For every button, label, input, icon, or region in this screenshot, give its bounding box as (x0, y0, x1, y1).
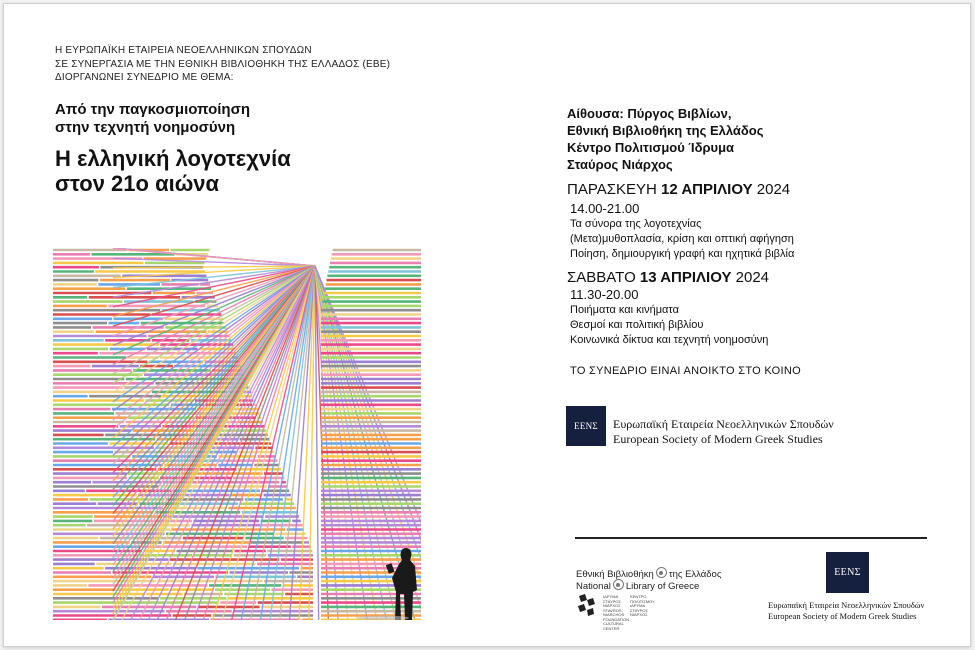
venue-line-4: Σταύρος Νιάρχος (567, 157, 673, 172)
nlg-eye-icon (656, 567, 667, 578)
footer-divider (575, 537, 927, 539)
title-line-2: στον 21ο αιώνα (55, 171, 220, 196)
society-name-greek: Ευρωπαϊκή Εταιρεία Νεοελληνικών Σπουδών (613, 417, 834, 431)
nlg-greek-part-2: της Ελλάδος (668, 569, 722, 580)
day1-session-2: (Μετα)μυθοπλασία, κρίση και οπτική αφήγηση (570, 233, 794, 245)
venue-info (567, 105, 764, 173)
venue-line-2: Εθνική Βιβλιοθήκη της Ελλάδος (567, 123, 764, 138)
snf-foundation-text: ΙΔΡΥΜΑ ΣΤΑΥΡΟΣ ΝΙΑΡΧΟΣ STAVROS NIARCHOS FOUNDATION CULTURAL CENTER (603, 594, 630, 631)
nlg-logo-english (576, 579, 699, 592)
snf-logo-icon (575, 592, 599, 618)
day2-session-3: Κοινωνικά δίκτυα και τεχνητή νοημοσύνη (570, 334, 769, 346)
day1-session-1: Τα σύνορα της λογοτεχνίας (570, 218, 702, 230)
society-logo-abbr: ΕΕΝΣ (574, 421, 598, 431)
footer-society-greek: Ευρωπαϊκή Εταιρεία Νεοελληνικών Σπουδών (768, 600, 925, 610)
footer-society-logo (826, 552, 869, 593)
nlg-eye-icon-2 (613, 579, 624, 590)
title-line-1: Η ελληνική λογοτεχνία (55, 146, 291, 171)
day2-heading (567, 269, 769, 286)
conference-title (55, 146, 291, 196)
colorful-stripes-artwork (53, 248, 421, 620)
subtitle-line-2: στην τεχνητή νοημοσύνη (55, 119, 236, 136)
day2-session-1: Ποιήματα και κινήματα (570, 304, 679, 316)
nlg-greek-part-1: Εθνική Βιβλιοθήκη (576, 569, 654, 580)
footer-society-english: European Society of Modern Greek Studies (768, 611, 917, 621)
day2-time: 11.30-20.00 (570, 287, 639, 302)
day2-session-2: Θεσμοί και πολιτική βιβλίου (570, 319, 704, 331)
footer-society-abbr: ΕΕΝΣ (834, 567, 861, 578)
society-name-english: European Society of Modern Greek Studies (613, 432, 823, 446)
day2-date: 13 ΑΠΡΙΛΙΟΥ (639, 269, 732, 286)
society-logo (566, 406, 606, 446)
day1-session-3: Ποίηση, δημιουργική γραφή και ηχητικά βιβλία (570, 248, 795, 260)
venue-line-1: Αίθουσα: Πύργος Βιβλίων, (567, 106, 732, 121)
day1-time: 14.00-21.00 (570, 201, 640, 216)
nlg-english-part-1: National (576, 581, 611, 592)
day2-year: 2024 (735, 269, 770, 286)
snf-center-text: ΚΕΝΤΡΟ ΠΟΛΙΤΙΣΜΟΥ ΙΔΡΥΜΑ ΣΤΑΥΡΟΣ ΝΙΑΡΧΟΣ (630, 594, 655, 617)
intro-text (55, 44, 390, 85)
intro-line-3: ΔΙΟΡΓΑΝΩΝΕΙ ΣΥΝΕΔΡΙΟ ΜΕ ΘΕΜΑ: (55, 72, 234, 83)
open-to-public-notice: ΤΟ ΣΥΝΕΔΡΙΟ ΕΙΝΑΙ ΑΝΟΙΚΤΟ ΣΤΟ ΚΟΙΝΟ (570, 365, 801, 377)
day1-heading (567, 181, 790, 198)
subtitle-line-1: Από την παγκοσμιοποίηση (55, 101, 251, 118)
intro-line-2: ΣΕ ΣΥΝΕΡΓΑΣΙΑ ΜΕ ΤΗΝ ΕΘΝΙΚΗ ΒΙΒΛΙΟΘΗΚΗ ΤΗΣ ΕΛΛΑΔΟΣ (ΕΒΕ) (55, 58, 391, 70)
conference-subtitle (55, 101, 250, 137)
day1-date: 12 ΑΠΡΙΛΙΟΥ (661, 181, 753, 198)
intro-line-1: Η ΕΥΡΩΠΑΪΚΗ ΕΤΑΙΡΕΙΑ ΝΕΟΕΛΛΗΝΙΚΩΝ ΣΠΟΥΔΩΝ (55, 45, 312, 56)
nlg-english-part-2: Library of Greece (625, 581, 700, 592)
day1-year: 2024 (756, 181, 791, 198)
day1-weekday: ΠΑΡΑΣΚΕΥΗ (567, 181, 657, 198)
venue-line-3: Κέντρο Πολιτισμού Ίδρυμα (567, 140, 735, 155)
day2-weekday: ΣΑΒΒΑΤΟ (567, 269, 636, 286)
poster-page (3, 3, 971, 647)
